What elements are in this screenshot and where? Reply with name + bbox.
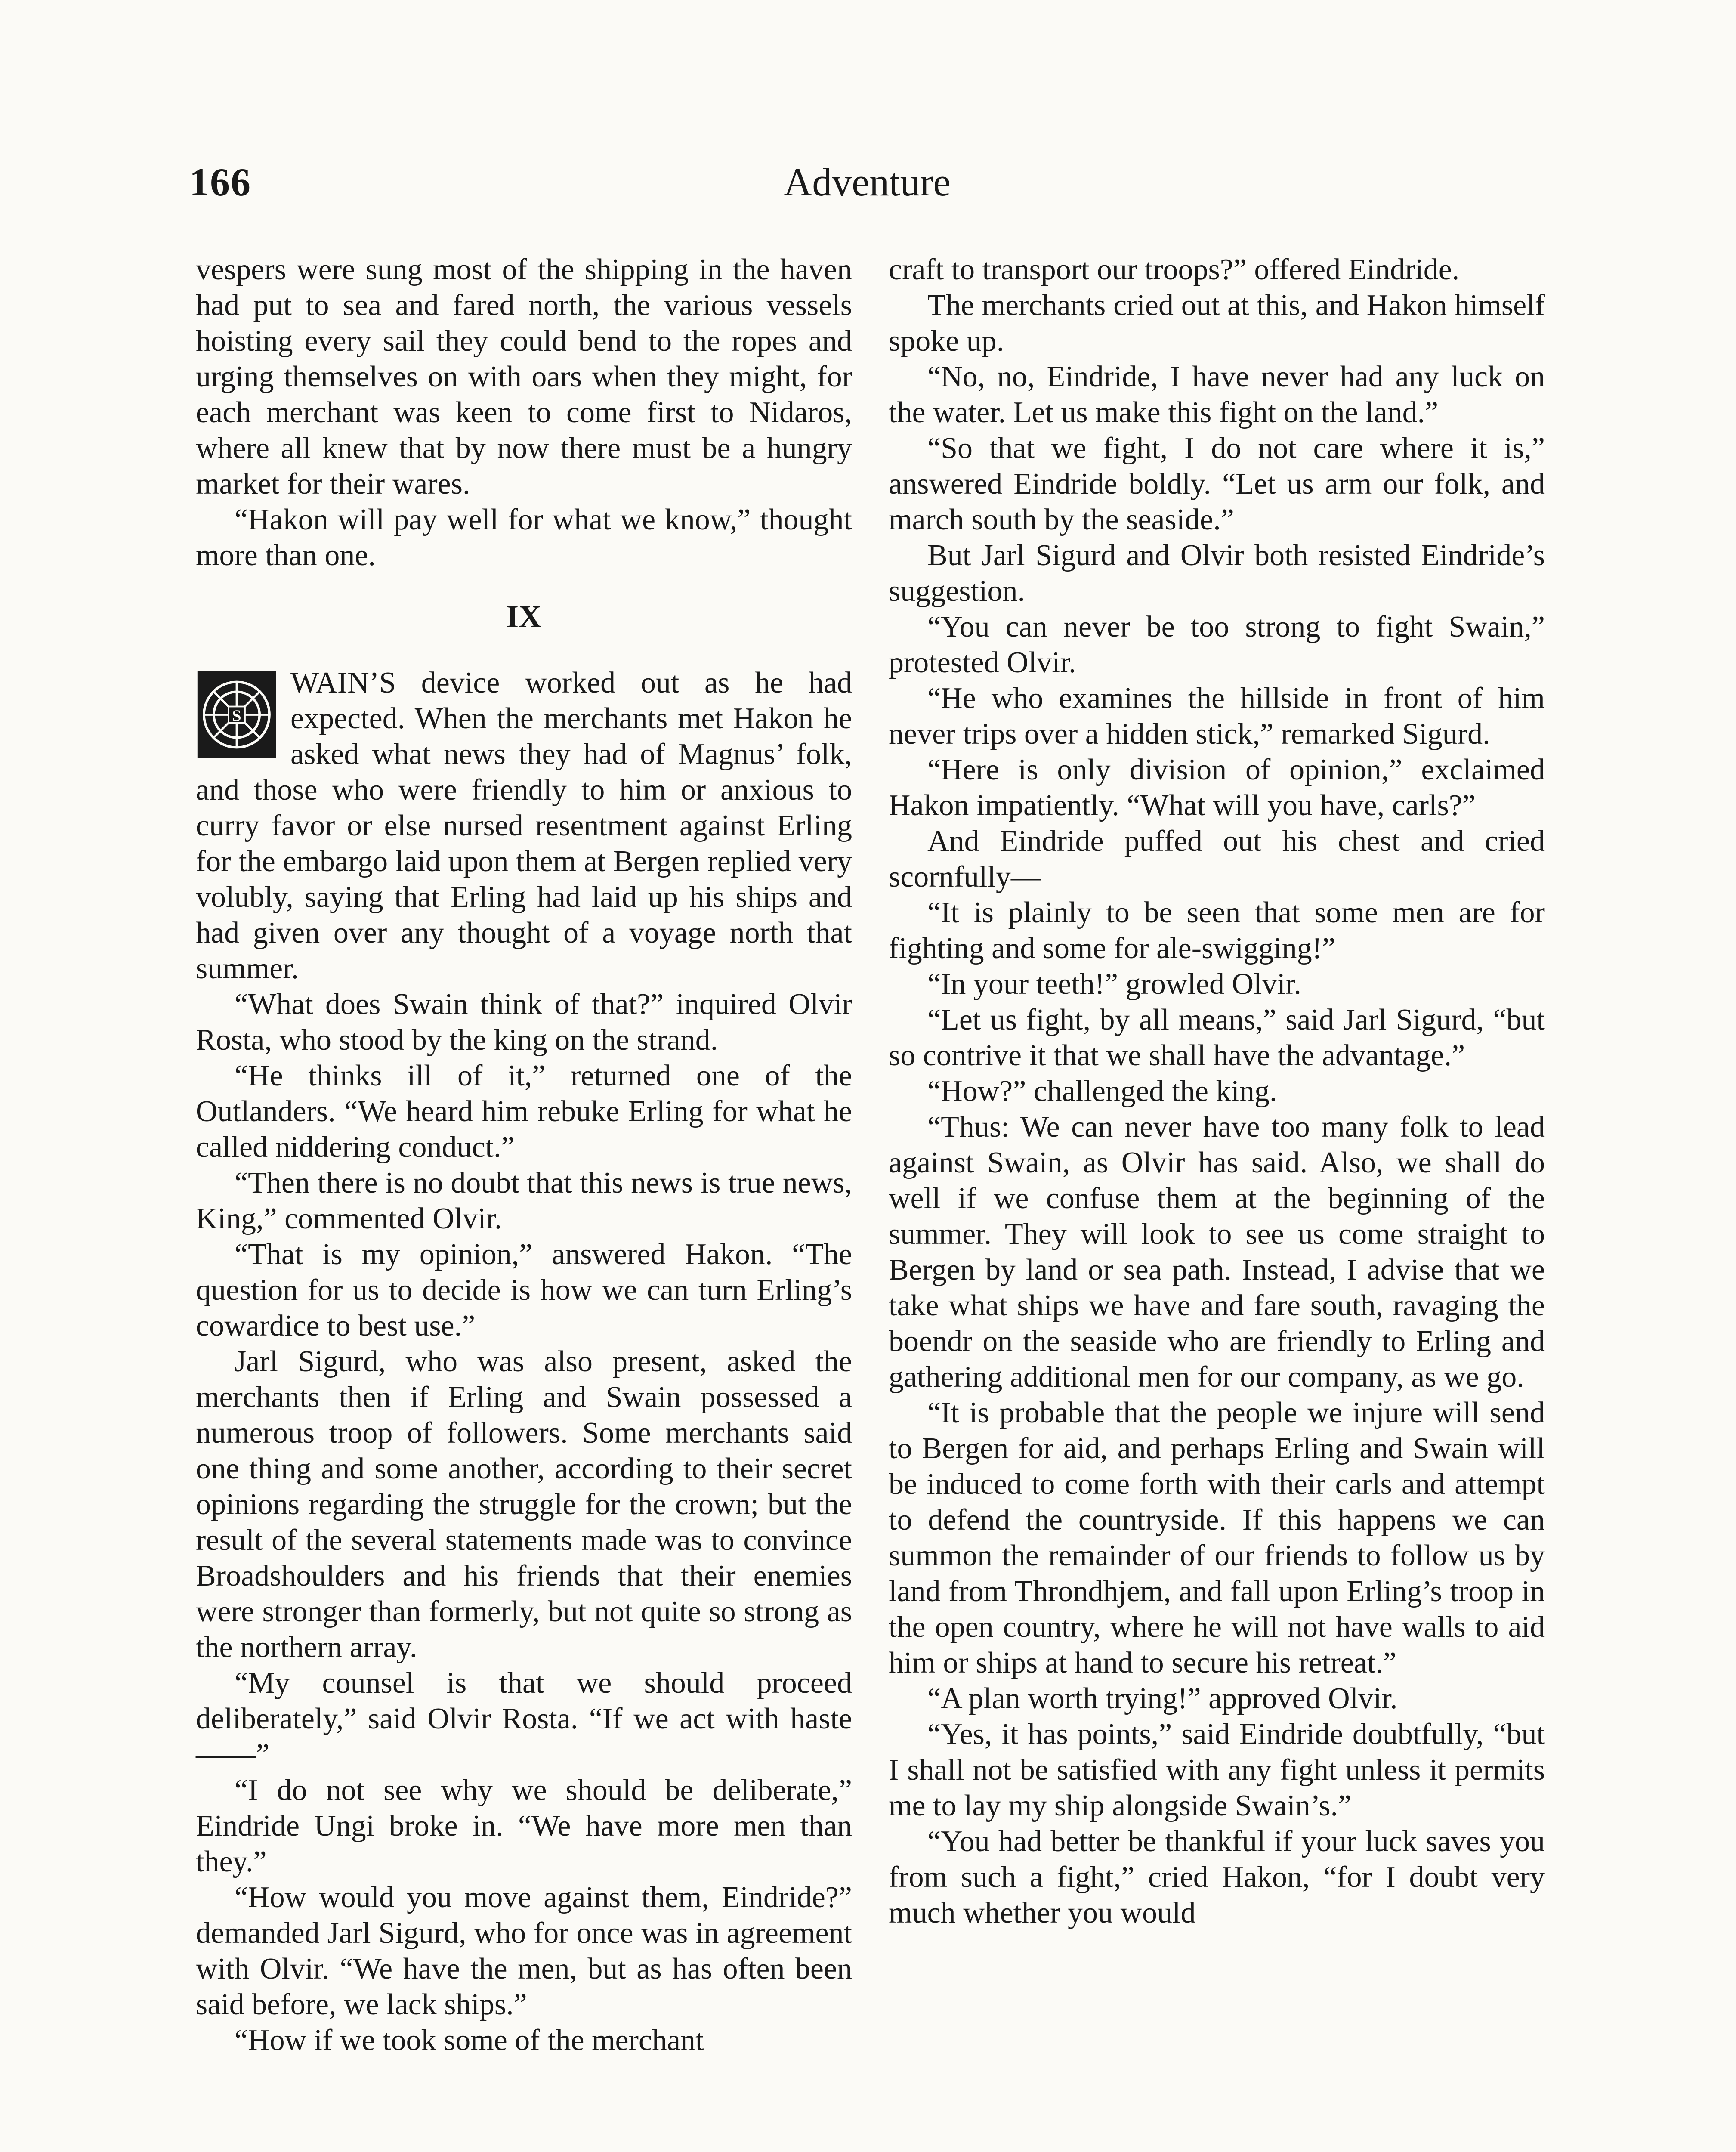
paragraph: vespers were sung most of the shipping in the haven had put to sea and fared north, the various vessels hoisting every sail they could bend to the ropes and urging themselves on with oars when they might, for each merchant was keen to come first to Nidaros, where all knew that by now there must be a hungry market for their wares. (196, 253, 852, 501)
paragraph: “You had better be thankful if your luck saves you from such a fight,” cried Hakon, “for I doubt very much whether you would (889, 1825, 1545, 1929)
paragraph: “Then there is no doubt that this news is true news, King,” commented Olvir. (196, 1166, 852, 1235)
left-column (196, 252, 852, 2058)
left-column-bottom (196, 665, 852, 2058)
paragraph: “A plan worth trying!” approved Olvir. (927, 1682, 1398, 1715)
paragraph-text: WAIN’S device worked out as he had expected. When the merchants met Hakon he asked what news they had of Magnus’ folk, and those who were friendly to him or anxious to curry favor or else nursed resentment against Erling for the embargo laid upon them at Bergen replied very volubly, saying that Erling had laid up his ships and had given over any thought of a voyage north that summer. (196, 666, 852, 985)
paragraph: “In your teeth!” growled Olvir. (927, 968, 1301, 1001)
paragraph: “It is probable that the people we injure will send to Bergen for aid, and perhaps Erling and Swain will be induced to come forth with their carls and attempt to defend the countryside. If this happens we can summon the remainder of our friends to follow us by land from Throndhjem, and fall upon Erling’s troop in the open country, where he will not have walls to aid him or ships at hand to secure his retreat.” (889, 1396, 1545, 1679)
page-header (189, 159, 1545, 220)
paragraph: “That is my opinion,” answered Hakon. “The question for us to decide is how we can turn Erling’s cowardice to best use.” (196, 1238, 852, 1342)
right-column-body (889, 252, 1545, 1931)
paragraph: “You can never be too strong to fight Swain,” protested Olvir. (889, 610, 1545, 679)
paragraph: “How?” challenged the king. (927, 1075, 1277, 1108)
section-number: IX (506, 599, 542, 634)
paragraph: “Let us fight, by all means,” said Jarl Sigurd, “but so contrive it that we shall have the advantage.” (889, 1003, 1545, 1072)
left-column-top (196, 252, 852, 573)
paragraph: “Thus: We can never have too many folk to lead against Swain, as Olvir has said. Also, we shall do well if we confuse them at the beginning of the summer. They will look to see us come straight to Bergen by land or sea path. Instead, I advise that we take what ships we have and fare south, ravaging the boendr on the seaside who are friendly to Erling and gathering additional men for our company, as we go. (889, 1110, 1545, 1394)
paragraph: “How if we took some of the merchant (235, 2024, 704, 2057)
paragraph: “So that we fight, I do not care where it is,” answered Eindride boldly. “Let us arm our folk, and march south by the seaside.” (889, 432, 1545, 536)
paragraph: “Yes, it has points,” said Eindride doubtfully, “but I shall not be satisfied with any fight unless it permits me to lay my ship alongside Swain’s.” (889, 1718, 1545, 1822)
dropcap-letter: S (232, 707, 241, 725)
paragraph: “What does Swain think of that?” inquired Olvir Rosta, who stood by the king on the strand. (196, 988, 852, 1057)
paragraph: “My counsel is that we should proceed deliberately,” said Olvir Rosta. “If we act with haste——” (196, 1667, 852, 1771)
paragraph: “He thinks ill of it,” returned one of the Outlanders. “We heard him rebuke Erling for what he called niddering conduct.” (196, 1059, 852, 1164)
paragraph: And Eindride puffed out his chest and cried scornfully— (889, 825, 1545, 894)
paragraph: The merchants cried out at this, and Hakon himself spoke up. (889, 289, 1545, 358)
paragraph (196, 665, 852, 986)
paragraph: “I do not see why we should be deliberate,” Eindride Ungi broke in. “We have more men than they.” (196, 1774, 852, 1878)
page-number: 166 (189, 160, 251, 204)
paragraph: “It is plainly to be seen that some men are for fighting and some for ale-swigging!” (889, 896, 1545, 965)
dropcap-ornament-icon (196, 668, 278, 761)
paragraph: “How would you move against them, Eindride?” demanded Jarl Sigurd, who for once was in agreement with Olvir. “We have the men, but as has often been said before, we lack ships.” (196, 1881, 852, 2021)
paragraph: “He who examines the hillside in front of him never trips over a hidden stick,” remarked Sigurd. (889, 682, 1545, 751)
paragraph: Jarl Sigurd, who was also present, asked the merchants then if Erling and Swain possessed a numerous troop of followers. Some merchants said one thing and some another, according to their secret opinions regarding the struggle for the crown; but the result of the several statements made was to convince Broadshoulders and his friends that their enemies were stronger than formerly, but not quite so strong as the northern array. (196, 1345, 852, 1664)
paragraph: “Hakon will pay well for what we know,” thought more than one. (196, 503, 852, 572)
paragraph: craft to transport our troops?” offered Eindride. (889, 253, 1460, 286)
paragraph: “Here is only division of opinion,” exclaimed Hakon impatiently. “What will you have, carls?” (889, 753, 1545, 822)
right-column (889, 252, 1545, 1931)
paragraph: But Jarl Sigurd and Olvir both resisted Eindride’s suggestion. (889, 539, 1545, 608)
paragraph: “No, no, Eindride, I have never had any luck on the water. Let us make this fight on the land.” (889, 360, 1545, 429)
running-title: Adventure (783, 160, 951, 204)
